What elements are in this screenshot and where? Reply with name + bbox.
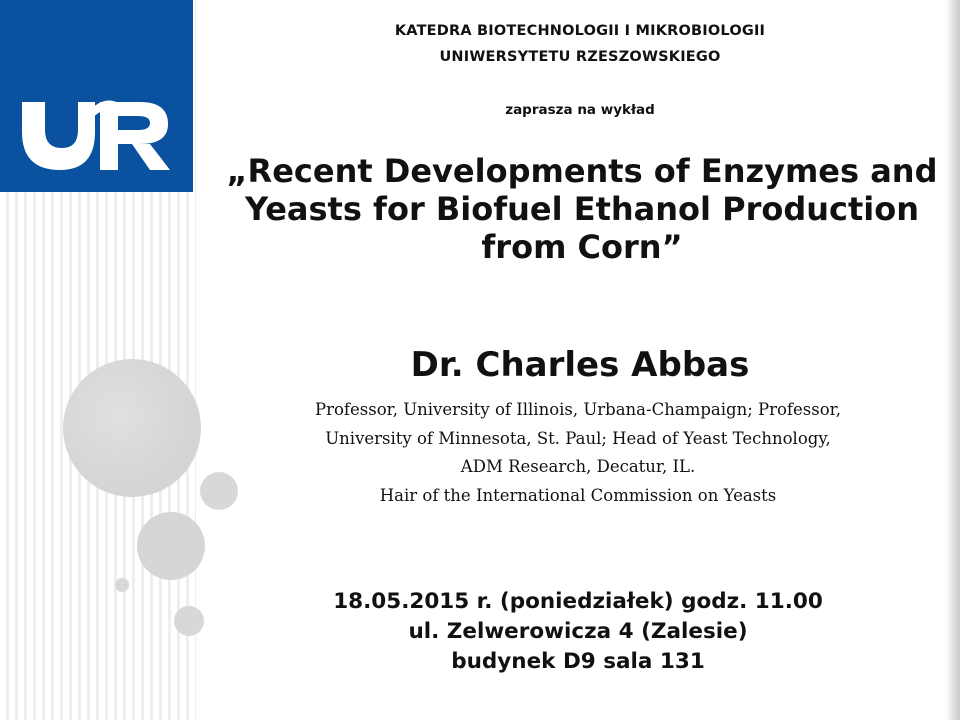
decor-circle-large [63,359,201,497]
title-line: Yeasts for Biofuel Ethanol Production [244,190,920,228]
affiliation-line: ADM Research, Decatur, IL. [460,457,696,476]
speaker-affiliation [248,396,908,510]
decor-circle-tiny [115,578,129,592]
lecture-title [212,152,952,266]
event-datetime: 18.05.2015 r. (poniedziałek) godz. 11.00 [333,589,823,614]
decor-circle-medium [137,512,205,580]
affiliation-line: University of Minnesota, St. Paul; Head of Yeast Technology, [325,428,831,448]
speaker-name: Dr. Charles Abbas [410,345,750,385]
title-line: from Corn” [481,228,683,266]
event-details [248,587,908,677]
decor-circle-small [200,472,238,510]
slide-edge-shadow [946,0,960,720]
affiliation-line: Professor, University of Illinois, Urbana-Champaign; Professor, [314,400,841,419]
decor-circle-small-2 [174,606,204,636]
event-room: budynek D9 sala 131 [451,649,705,674]
department-name: KATEDRA BIOTECHNOLOGII I MIKROBIOLOGII [394,23,766,39]
university-name: UNIWERSYTETU RZESZOWSKIEGO [439,49,721,65]
affiliation-line: Hair of the International Commission on Yeasts [379,485,777,505]
title-line: „Recent Developments of Enzymes and [226,152,938,190]
invitation-text: zaprasza na wykład [505,102,655,118]
ur-logo-icon [0,0,193,192]
university-logo [0,0,193,192]
event-address: ul. Zelwerowicza 4 (Zalesie) [408,619,748,644]
